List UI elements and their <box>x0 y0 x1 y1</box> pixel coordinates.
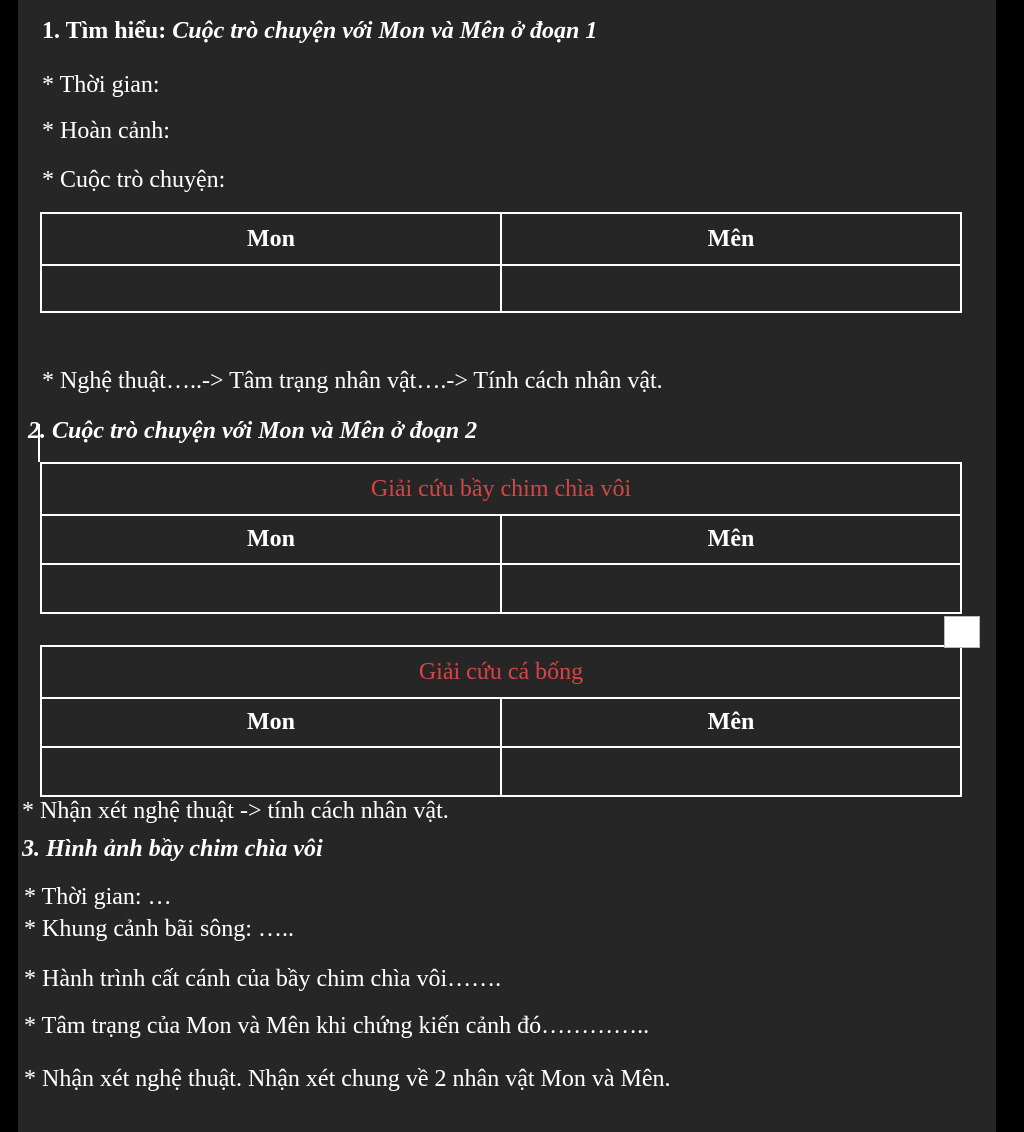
section3-summary: * Nhận xét nghệ thuật. Nhận xét chung về 2 nhân vật Mon và Mên. <box>24 1066 671 1092</box>
section2-table-birds <box>40 462 962 614</box>
section3-time: * Thời gian: … <box>24 884 172 910</box>
section2-table-fish-title: Giải cứu cá bống <box>41 646 961 698</box>
section2-comment: * Nhận xét nghệ thuật -> tính cách nhân vật. <box>22 798 449 824</box>
section1-table-cell-mon[interactable] <box>41 265 501 312</box>
document-page <box>18 0 996 1132</box>
section1-number: 1. Tìm hiểu: <box>42 18 173 44</box>
section1-title: Cuộc trò chuyện với Mon và Mên ở đoạn 1 <box>172 18 598 44</box>
section1-conversation: * Cuộc trò chuyện: <box>42 167 226 193</box>
section1-table-header-mon: Mon <box>41 213 501 265</box>
section1-heading <box>42 16 597 46</box>
section1-context: * Hoàn cảnh: <box>42 118 170 144</box>
section3-scene: * Khung cảnh bãi sông: ….. <box>24 916 294 942</box>
section2-table-fish-header-men: Mên <box>501 698 961 747</box>
section2-table-birds-header-mon: Mon <box>41 515 501 564</box>
section2-heading: 2. Cuộc trò chuyện với Mon và Mên ở đoạn 2 <box>28 418 478 444</box>
section1-time: * Thời gian: <box>42 72 160 98</box>
section2-table-fish-cell-men[interactable] <box>501 747 961 796</box>
section2-table-fish <box>40 645 962 797</box>
section2-table-birds-cell-mon[interactable] <box>41 564 501 613</box>
section1-art: * Nghệ thuật…..-> Tâm trạng nhân vật….-> Tính cách nhân vật. <box>42 368 663 394</box>
section2-table-birds-cell-men[interactable] <box>501 564 961 613</box>
section1-table-header-men: Mên <box>501 213 961 265</box>
section3-journey: * Hành trình cất cánh của bầy chim chìa vôi……. <box>24 966 502 992</box>
section2-table-fish-header-mon: Mon <box>41 698 501 747</box>
section1-table <box>40 212 962 313</box>
section2-table-fish-cell-mon[interactable] <box>41 747 501 796</box>
table-resize-handle[interactable] <box>944 616 980 648</box>
section2-table-birds-title: Giải cứu bầy chim chìa vôi <box>41 463 961 515</box>
section2-table-birds-header-men: Mên <box>501 515 961 564</box>
section1-table-cell-men[interactable] <box>501 265 961 312</box>
section3-mood: * Tâm trạng của Mon và Mên khi chứng kiến cảnh đó………….. <box>24 1013 650 1039</box>
section3-heading: 3. Hình ảnh bầy chim chìa vôi <box>22 836 323 862</box>
